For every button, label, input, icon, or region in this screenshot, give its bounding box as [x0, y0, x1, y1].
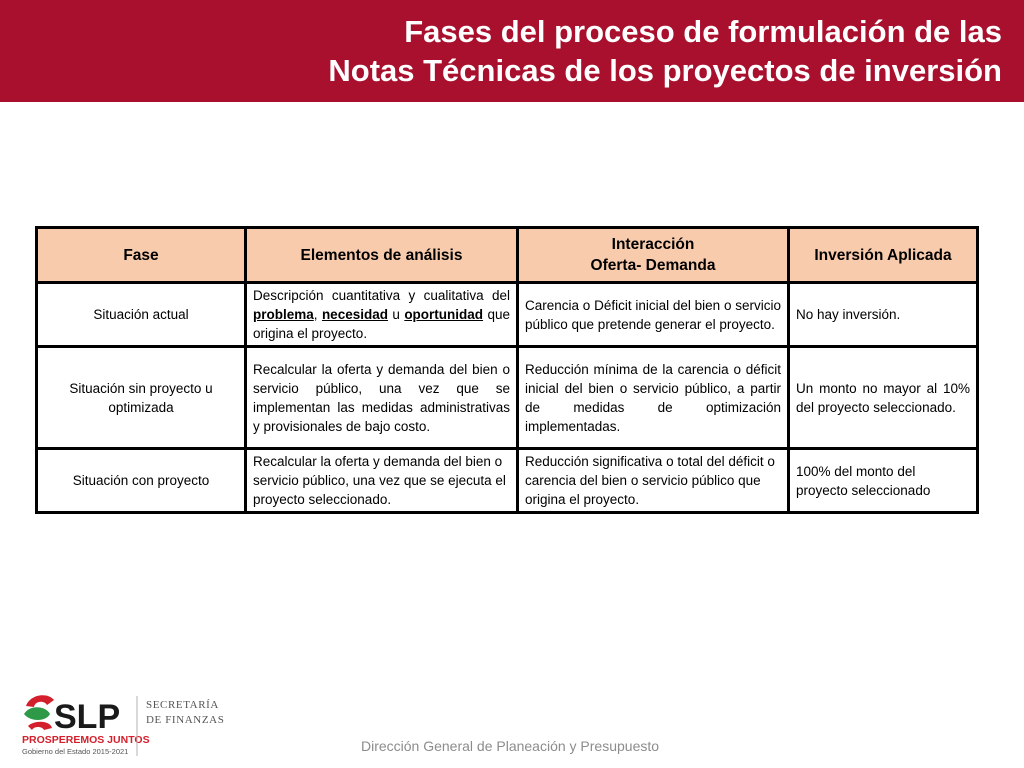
cell-interaccion: Carencia o Déficit inicial del bien o servicio público que pretende generar el proyecto.	[518, 283, 789, 347]
keyword-oportunidad: oportunidad	[404, 307, 484, 322]
table-row	[37, 283, 978, 347]
cell-elementos: Recalcular la oferta y demanda del bien o servicio público, una vez que se ejecuta el proyecto seleccionado.	[246, 449, 518, 513]
cell-elementos: Recalcular la oferta y demanda del bien o servicio público, una vez que se implementan las medidas administrativas y provisionales de bajo costo.	[246, 347, 518, 449]
column-header-fase: Fase	[37, 228, 246, 283]
logo-brand: SLP	[54, 698, 121, 736]
keyword-problema: problema	[253, 307, 314, 322]
cell-fase: Situación con proyecto	[37, 449, 246, 513]
footer-department-text: Dirección General de Planeación y Presupuesto	[360, 738, 660, 754]
table-row	[37, 347, 978, 449]
cell-inversion: 100% del monto del proyecto seleccionado	[789, 449, 978, 513]
logo-tagline: PROSPEREMOS JUNTOS	[22, 734, 150, 746]
cell-elementos-text: u	[387, 307, 405, 322]
cell-fase: Situación sin proyecto u optimizada	[37, 347, 246, 449]
table-row	[37, 449, 978, 513]
cell-interaccion: Reducción mínima de la carencia o déficit inicial del bien o servicio público, a partir de medidas de optimización implementadas.	[518, 347, 789, 449]
page-title	[102, 12, 1002, 90]
cell-inversion: No hay inversión.	[789, 283, 978, 347]
logo-department-line-1: SECRETARÍA	[146, 699, 219, 711]
phases-table	[35, 226, 979, 514]
column-header-elementos: Elementos de análisis	[246, 228, 518, 283]
title-banner	[0, 0, 1024, 102]
logo-red-swoosh	[26, 695, 54, 707]
page-title-line-2: Notas Técnicas de los proyectos de inversión	[328, 53, 1002, 88]
logo-green-swoosh	[24, 707, 50, 720]
keyword-necesidad: necesidad	[321, 307, 388, 322]
column-header-interaccion	[518, 228, 789, 283]
slp-logo-graphic	[20, 692, 225, 762]
logo-red-swoosh-lower	[28, 722, 52, 730]
cell-fase: Situación actual	[37, 283, 246, 347]
cell-interaccion: Reducción significativa o total del déficit o carencia del bien o servicio público que origina el proyecto.	[518, 449, 789, 513]
cell-elementos-text: Descripción cuantitativa y cualitativa del	[253, 288, 510, 303]
table-header-row	[37, 228, 978, 283]
cell-inversion: Un monto no mayor al 10% del proyecto seleccionado.	[789, 347, 978, 449]
government-logo	[20, 692, 225, 762]
cell-elementos	[246, 283, 518, 347]
column-header-interaccion-line-2: Oferta- Demanda	[590, 257, 716, 274]
logo-subtagline: Gobierno del Estado 2015-2021	[22, 747, 129, 756]
column-header-inversion: Inversión Aplicada	[789, 228, 978, 283]
cell-elementos-text: ,	[313, 307, 322, 322]
cell-elementos-text: que origina el proyecto.	[253, 307, 510, 341]
logo-department-line-2: DE FINANZAS	[146, 714, 225, 726]
page-title-line-1: Fases del proceso de formulación de las	[404, 14, 1002, 49]
column-header-interaccion-line-1: Interacción	[611, 236, 695, 253]
